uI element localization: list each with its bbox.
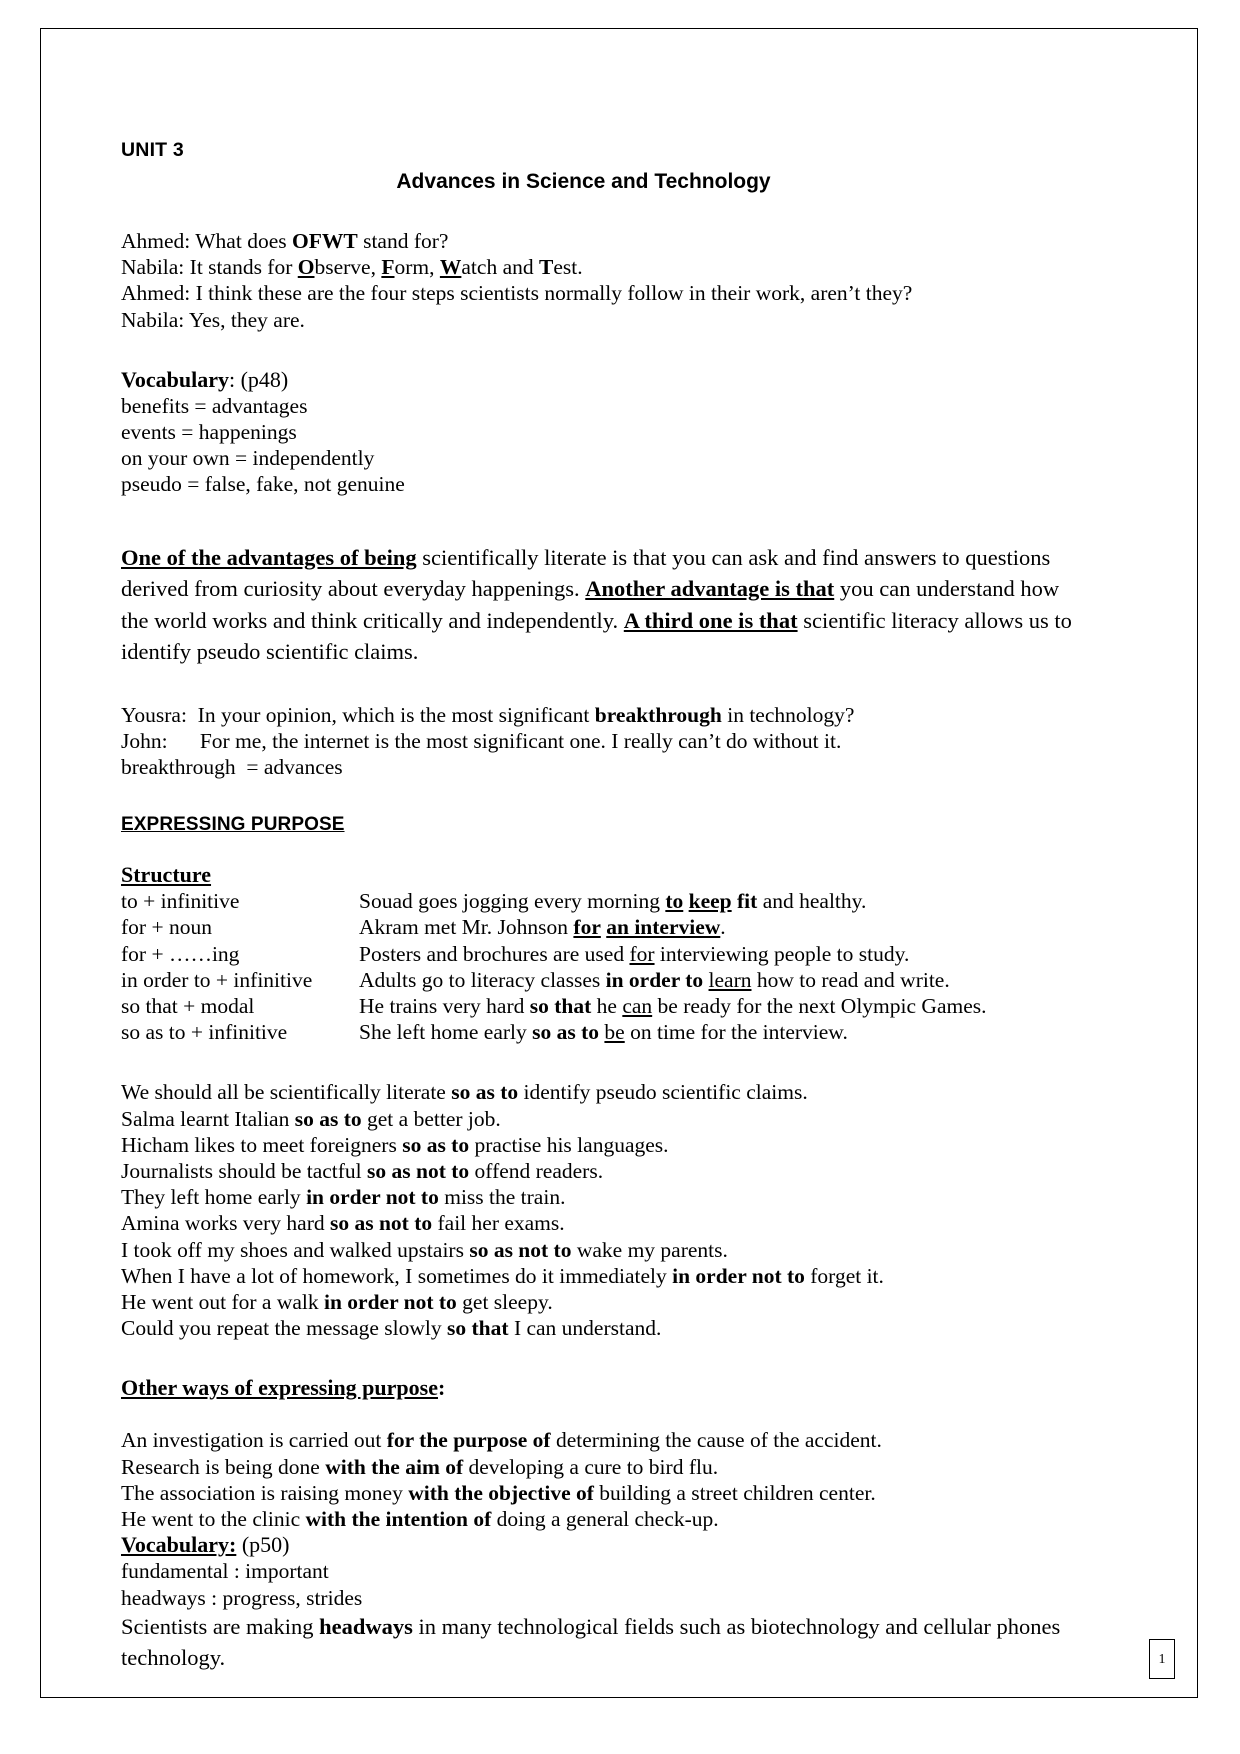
- list-item: [121, 1315, 1076, 1341]
- highlight-keep: keep: [688, 889, 732, 914]
- structure-example: [359, 993, 1076, 1019]
- headways-sentence: [121, 1611, 1076, 1674]
- speaker-label: Nabila:: [121, 255, 185, 280]
- example-text: Scientists are making: [121, 1613, 320, 1639]
- structure-form: so as to + infinitive: [121, 1020, 288, 1045]
- example-text: When I have a lot of homework, I sometimes do it immediately: [121, 1263, 673, 1288]
- vocabulary-entry: fundamental : important: [121, 1559, 329, 1584]
- example-text: I can understand.: [508, 1316, 662, 1341]
- example-text: An investigation is carried out: [121, 1428, 387, 1453]
- table-row: [121, 941, 1076, 967]
- breakthrough-dialogue: [121, 702, 1076, 781]
- example-text: Hicham likes to meet foreigners: [121, 1132, 403, 1157]
- line-text: For me, the internet is the most significant one. I really can’t do without it.: [167, 728, 842, 753]
- line-text: est.: [553, 255, 583, 280]
- highlight-in-order-to: in order to: [605, 967, 704, 992]
- highlight-so-as-to: so as to: [532, 1020, 600, 1045]
- highlight-fit: fit: [731, 889, 758, 914]
- structure-example: [359, 967, 1076, 993]
- example-text: identify pseudo scientific claims.: [518, 1080, 808, 1105]
- purpose-phrase: in order not to: [306, 1185, 439, 1210]
- dialogue-line: [121, 728, 1076, 754]
- vocabulary-label: Vocabulary:: [121, 1532, 237, 1558]
- list-item: [121, 1454, 1076, 1480]
- table-row: [121, 914, 1076, 940]
- paragraph-text: you can understand how the world works and think critically and independently.: [121, 576, 1060, 633]
- example-text: fail her exams.: [432, 1211, 565, 1236]
- example-text: He went out for a walk: [121, 1290, 324, 1315]
- section-heading-expressing-purpose: EXPRESSING PURPOSE: [121, 814, 345, 836]
- example-text: be ready for the next Olympic Games.: [652, 994, 987, 1019]
- example-text: Souad goes jogging every morning: [359, 889, 666, 914]
- purpose-examples-list: [121, 1079, 1076, 1341]
- dialogue-line: [121, 228, 1076, 254]
- page-frame: [40, 28, 1198, 1698]
- purpose-phrase: so that: [447, 1316, 509, 1341]
- purpose-phrase: so as not to: [367, 1159, 470, 1184]
- advantages-paragraph: [121, 542, 1076, 668]
- structure-form: for + ……ing: [121, 941, 240, 966]
- table-row: [121, 888, 1076, 914]
- list-item: [121, 1132, 1076, 1158]
- acronym-letter-w: W: [439, 255, 462, 280]
- list-item: [121, 1237, 1076, 1263]
- table-row: [121, 1019, 1076, 1045]
- list-item: [121, 1079, 1076, 1105]
- example-text: They left home early: [121, 1185, 307, 1210]
- unit-label: UNIT 3: [121, 139, 184, 161]
- example-text: determining the cause of the accident.: [550, 1428, 882, 1453]
- highlight-for: for: [629, 941, 655, 966]
- example-text: She left home early: [359, 1020, 533, 1045]
- line-text: stand for?: [357, 229, 449, 253]
- table-row: [121, 993, 1076, 1019]
- table-row: [121, 967, 1076, 993]
- structure-example: [359, 888, 1076, 914]
- page-number: 1: [1149, 1639, 1175, 1679]
- acronym-letter-o: O: [297, 255, 315, 280]
- dialogue-line: [121, 702, 1076, 728]
- dialogue-line: Nabila: Yes, they are.: [121, 307, 305, 332]
- example-text: Amina works very hard: [121, 1211, 330, 1236]
- acronym-ofwt: OFWT: [292, 229, 358, 253]
- structure-form: to + infinitive: [121, 889, 240, 914]
- purpose-phrase: in order not to: [672, 1263, 805, 1288]
- example-text: I took off my shoes and walked upstairs: [121, 1237, 470, 1262]
- line-text: in technology?: [721, 702, 855, 727]
- other-ways-colon: :: [437, 1375, 446, 1401]
- structure-table: [121, 888, 1076, 1045]
- page-title: Advances in Science and Technology: [396, 170, 771, 193]
- line-text: orm,: [394, 255, 440, 280]
- list-item: [121, 1158, 1076, 1184]
- example-text: in many technological fields such as biotechnology and cellular phones technology.: [121, 1613, 1061, 1671]
- phrase-a-third-one: A third one is that: [623, 607, 798, 633]
- example-text: developing a cure to bird flu.: [463, 1454, 719, 1479]
- vocabulary-entry: events = happenings: [121, 420, 297, 445]
- line-text: It stands for: [184, 255, 298, 280]
- example-text: doing a general check-up.: [491, 1507, 719, 1532]
- list-item: [121, 1106, 1076, 1132]
- dialogue-line: Ahmed: I think these are the four steps scientists normally follow in their work, aren’t they?: [121, 281, 913, 306]
- example-text: practise his languages.: [469, 1132, 669, 1157]
- paragraph-text: scientifically literate is that you can ask and find answers to questions derived from curiosity about everyday happenings.: [121, 544, 1051, 602]
- vocabulary-entry: headways : progress, strides: [121, 1585, 363, 1610]
- purpose-phrase: so as not to: [469, 1237, 572, 1262]
- example-text: building a street children center.: [593, 1480, 876, 1505]
- example-text: We should all be scientifically literate: [121, 1080, 452, 1105]
- speaker-label: John:: [121, 728, 168, 753]
- purpose-phrase: so as to: [294, 1106, 362, 1131]
- vocabulary-p48-block: [121, 367, 1076, 498]
- highlight-can: can: [622, 994, 653, 1019]
- other-ways-examples-list: [121, 1427, 1076, 1532]
- line-text: atch and: [461, 255, 539, 280]
- ofwt-dialogue: [121, 228, 1076, 333]
- structure-example: [359, 1019, 1076, 1045]
- example-text: on time for the interview.: [624, 1020, 848, 1045]
- vocabulary-entry: pseudo = false, fake, not genuine: [121, 472, 405, 497]
- list-item: [121, 1184, 1076, 1210]
- subheading-other-ways: [121, 1375, 1076, 1401]
- structure-example: [359, 914, 1076, 940]
- highlight-learn: learn: [708, 967, 752, 992]
- document-body: [121, 139, 1076, 1674]
- keyword-headways: headways: [319, 1613, 413, 1639]
- purpose-phrase: so as not to: [329, 1211, 433, 1236]
- line-text: What does: [190, 229, 292, 253]
- vocabulary-label: Vocabulary: [121, 366, 229, 392]
- vocabulary-entry: breakthrough = advances: [121, 755, 343, 780]
- list-item: [121, 1263, 1076, 1289]
- other-ways-label: Other ways of expressing purpose: [121, 1375, 438, 1401]
- acronym-letter-f: F: [381, 255, 395, 280]
- example-text: get sleepy.: [456, 1290, 553, 1315]
- highlight-to: to: [665, 889, 684, 914]
- vocabulary-p48-heading: [121, 367, 1076, 393]
- highlight-for: for: [573, 915, 601, 940]
- highlight-so-that: so that: [529, 994, 592, 1019]
- example-text: The association is raising money: [121, 1480, 409, 1505]
- line-text: In your opinion, which is the most significant: [186, 702, 595, 727]
- example-text: Adults go to literacy classes: [359, 967, 606, 992]
- example-text: interviewing people to study.: [654, 941, 910, 966]
- purpose-phrase: so as to: [402, 1132, 470, 1157]
- phrase-another-advantage: Another advantage is that: [585, 576, 835, 602]
- example-text: Research is being done: [121, 1454, 326, 1479]
- vocabulary-p50-heading: [121, 1532, 1076, 1558]
- list-item: [121, 1427, 1076, 1453]
- vocabulary-entry: on your own = independently: [121, 446, 375, 471]
- keyword-breakthrough: breakthrough: [594, 702, 722, 727]
- example-text: wake my parents.: [571, 1237, 728, 1262]
- speaker-label: Yousra:: [121, 702, 187, 727]
- list-item: [121, 1480, 1076, 1506]
- structure-example: [359, 941, 1076, 967]
- example-text: He trains very hard: [359, 994, 530, 1019]
- example-text: Posters and brochures are used: [359, 941, 630, 966]
- vocabulary-page-ref: (p50): [236, 1532, 290, 1558]
- example-text: miss the train.: [438, 1185, 566, 1210]
- line-text: bserve,: [314, 255, 382, 280]
- example-text: Journalists should be tactful: [121, 1159, 368, 1184]
- dialogue-line: [121, 254, 1076, 280]
- purpose-phrase: for the purpose of: [386, 1428, 551, 1453]
- example-text: forget it.: [804, 1263, 884, 1288]
- highlight-be: be: [604, 1020, 625, 1045]
- list-item: [121, 1210, 1076, 1236]
- example-text: Salma learnt Italian: [121, 1106, 295, 1131]
- example-text: .: [720, 915, 726, 940]
- example-text: and healthy.: [757, 889, 867, 914]
- list-item: [121, 1289, 1076, 1315]
- phrase-one-of-the-advantages: One of the advantages of being: [121, 544, 417, 570]
- example-text: He went to the clinic: [121, 1507, 306, 1532]
- example-text: offend readers.: [469, 1159, 604, 1184]
- purpose-phrase: so as to: [451, 1080, 519, 1105]
- list-item: [121, 1506, 1076, 1532]
- purpose-phrase: with the objective of: [408, 1480, 594, 1505]
- example-text: get a better job.: [361, 1106, 501, 1131]
- purpose-phrase: with the intention of: [305, 1507, 492, 1532]
- example-text: Akram met Mr. Johnson: [359, 915, 574, 940]
- acronym-letter-t: T: [539, 255, 554, 280]
- purpose-phrase: in order not to: [324, 1290, 457, 1315]
- purpose-phrase: with the aim of: [325, 1454, 464, 1479]
- example-text: how to read and write.: [751, 967, 950, 992]
- paragraph-text: scientific literacy allows us to identify pseudo scientific claims.: [121, 607, 1072, 665]
- speaker-label: Ahmed:: [121, 229, 191, 253]
- example-text: Could you repeat the message slowly: [121, 1316, 448, 1341]
- structure-form: in order to + infinitive: [121, 967, 313, 992]
- highlight-an-interview: an interview: [606, 915, 721, 940]
- structure-form: for + noun: [121, 915, 212, 940]
- example-text: he: [591, 994, 623, 1019]
- vocabulary-page-ref: : (p48): [228, 366, 289, 392]
- subheading-structure: Structure: [121, 862, 212, 888]
- vocabulary-entry: benefits = advantages: [121, 393, 308, 418]
- structure-form: so that + modal: [121, 994, 255, 1019]
